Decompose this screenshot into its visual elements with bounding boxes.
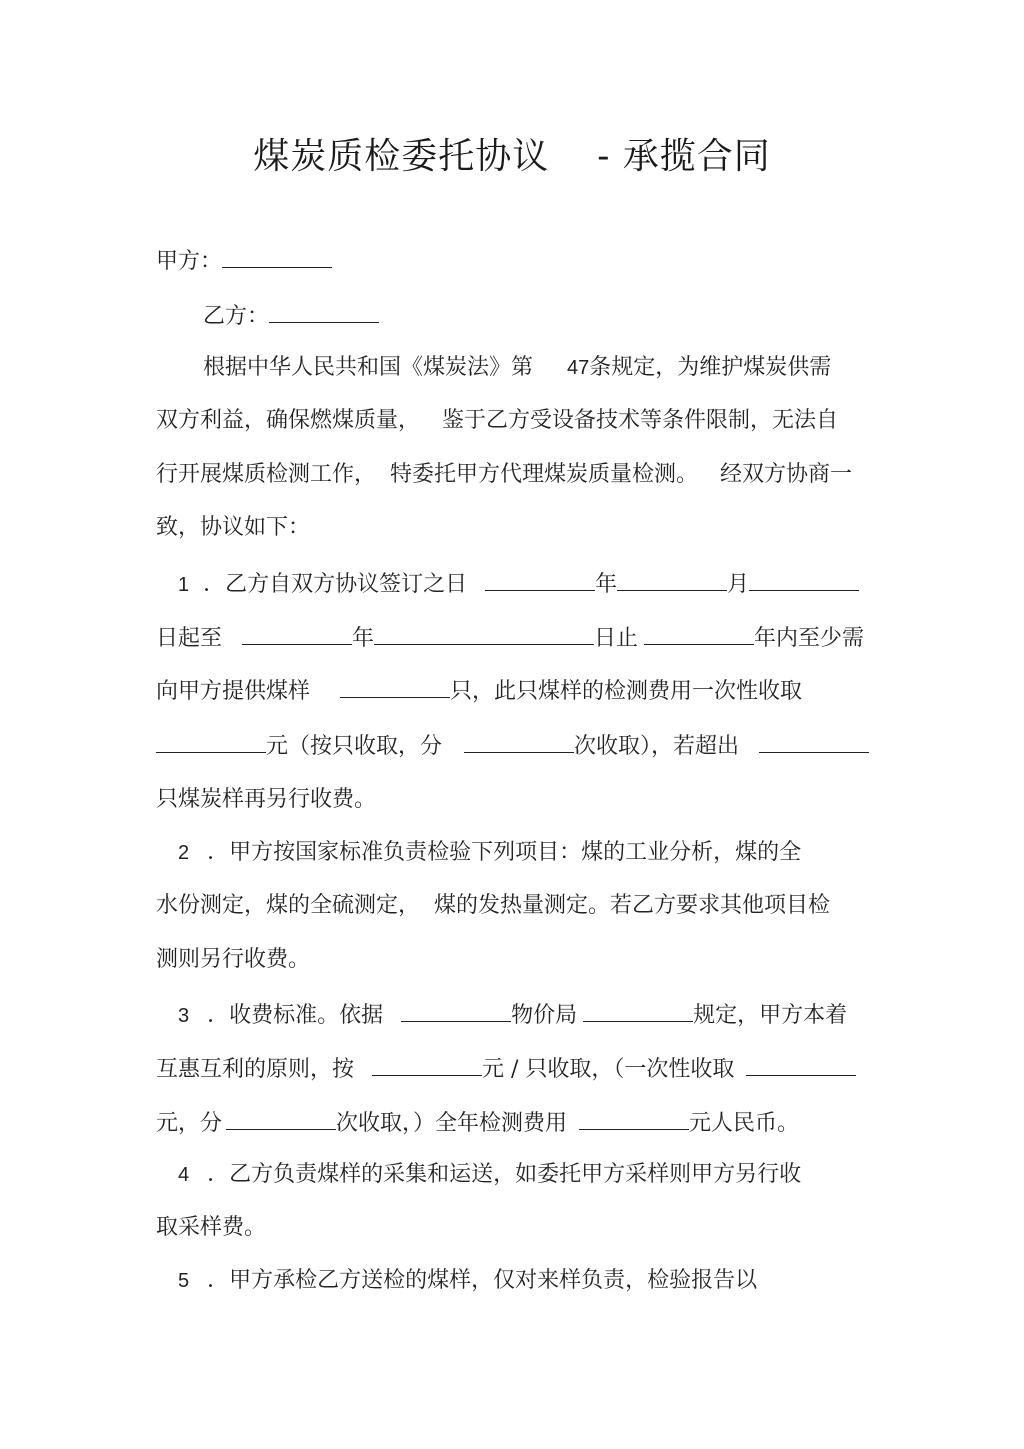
clause-text: 规定，甲方本着 <box>693 1003 848 1028</box>
party-b-blank <box>269 300 379 323</box>
preamble-text: 特委托甲方代理煤炭质量检测。 <box>390 462 699 487</box>
sample-count-blank <box>340 675 450 698</box>
preamble-line-3 <box>156 460 852 490</box>
clause-text: 元（按只收取，分 <box>266 734 443 759</box>
clause-text: 测则另行收费。 <box>156 947 311 972</box>
preamble-text: 鉴于乙方受设备技术等条件限制，无法自 <box>442 408 839 433</box>
date-blank <box>749 568 859 591</box>
clause-text: 互惠互利的原则，按 <box>156 1057 355 1082</box>
article-number: 47 <box>567 357 590 379</box>
clause-5-line-1 <box>178 1266 757 1296</box>
clause-text: 年 <box>595 572 618 597</box>
preamble-text: 双方利益，确保燃煤质量， <box>156 408 421 433</box>
clause-text: 年内至少需 <box>754 626 865 651</box>
clause-text: 只煤炭样再另行收费。 <box>156 787 377 812</box>
title-main: 煤炭质检委托协议 <box>253 136 550 177</box>
preamble-line-2 <box>156 406 838 436</box>
annual-fee-blank <box>579 1107 689 1130</box>
excess-blank <box>759 730 869 753</box>
lump-sum-blank <box>746 1053 856 1076</box>
clause-text: 日止 <box>594 626 639 651</box>
date-blank <box>485 568 595 591</box>
clause-number: 3 <box>178 1005 190 1027</box>
title-sub: - 承揽合同 <box>597 136 771 177</box>
party-a-line <box>156 245 332 277</box>
clause-text: 元 / 只收取，（一次性收取 <box>482 1057 735 1082</box>
clause-3-line-2 <box>156 1053 856 1085</box>
clause-text: 年 <box>352 626 375 651</box>
clause-text: 煤的发热量测定。若乙方要求其他项目检 <box>434 893 831 918</box>
preamble-line-4 <box>156 513 310 543</box>
clause-number: 5 <box>178 1270 190 1292</box>
clause-text: ．收费标准。依据 <box>207 1003 384 1028</box>
preamble-text: 根据中华人民共和国《煤炭法》第 <box>203 355 534 380</box>
clause-text: ．甲方按国家标准负责检验下列项目：煤的工业分析，煤的全 <box>207 840 802 865</box>
date-blank <box>374 622 594 645</box>
clause-3-line-3 <box>156 1107 799 1139</box>
fee-blank <box>156 730 266 753</box>
preamble-text: 行开展煤质检测工作， <box>156 462 377 487</box>
clause-2-line-2 <box>156 891 830 921</box>
unit-price-blank <box>372 1053 482 1076</box>
regulation-blank <box>583 999 693 1022</box>
clause-1-line-2 <box>156 622 864 654</box>
clause-1-line-3 <box>156 675 802 707</box>
clause-text: 只，此只煤样的检测费用一次性收取 <box>450 679 803 704</box>
clause-text: ．甲方承检乙方送检的煤样，仅对来样负责，检验报告以 <box>207 1268 758 1293</box>
party-b-label: 乙方： <box>203 304 270 329</box>
clause-text: 元人民币。 <box>689 1111 800 1136</box>
clause-4-line-2 <box>156 1213 266 1243</box>
preamble-text: 经双方协商一 <box>720 462 853 487</box>
installment-blank <box>226 1107 336 1130</box>
clause-1-line-1 <box>178 568 859 600</box>
clause-2-line-3 <box>156 945 310 975</box>
authority-blank <box>401 999 511 1022</box>
clause-text: 次收取），若超出 <box>574 734 740 759</box>
clause-text: 月 <box>727 572 750 597</box>
clause-number: 1 <box>178 574 190 596</box>
clause-text: 取采样费。 <box>156 1215 267 1240</box>
date-blank <box>617 568 727 591</box>
clause-4-line-1 <box>178 1160 801 1190</box>
preamble-line-1 <box>203 353 831 383</box>
clause-text: 日起至 <box>156 626 223 651</box>
clause-1-line-5 <box>156 785 376 815</box>
clause-text: 物价局 <box>511 1003 578 1028</box>
duration-blank <box>644 622 754 645</box>
party-b-line <box>203 300 379 332</box>
preamble-text: 条规定，为维护煤炭供需 <box>589 355 832 380</box>
preamble-text: 致，协议如下： <box>156 515 311 540</box>
installment-blank <box>464 730 574 753</box>
date-blank <box>242 622 352 645</box>
document-title <box>0 128 1024 179</box>
party-a-blank <box>222 245 332 268</box>
clause-number: 4 <box>178 1164 190 1186</box>
clause-text: 向甲方提供煤样 <box>156 679 311 704</box>
clause-1-line-4 <box>156 730 869 762</box>
clause-2-line-1 <box>178 838 801 868</box>
clause-text: 元，分 <box>156 1111 223 1136</box>
clause-text: ．乙方负责煤样的采集和运送，如委托甲方采样则甲方另行收 <box>207 1162 802 1187</box>
clause-3-line-1 <box>178 999 847 1031</box>
clause-text: 次收取，）全年检测费用 <box>336 1111 568 1136</box>
clause-number: 2 <box>178 842 190 864</box>
clause-text: 水份测定，煤的全硫测定， <box>156 893 421 918</box>
party-a-label: 甲方： <box>156 249 223 274</box>
clause-text: ．乙方自双方协议签订之日 <box>203 572 468 597</box>
